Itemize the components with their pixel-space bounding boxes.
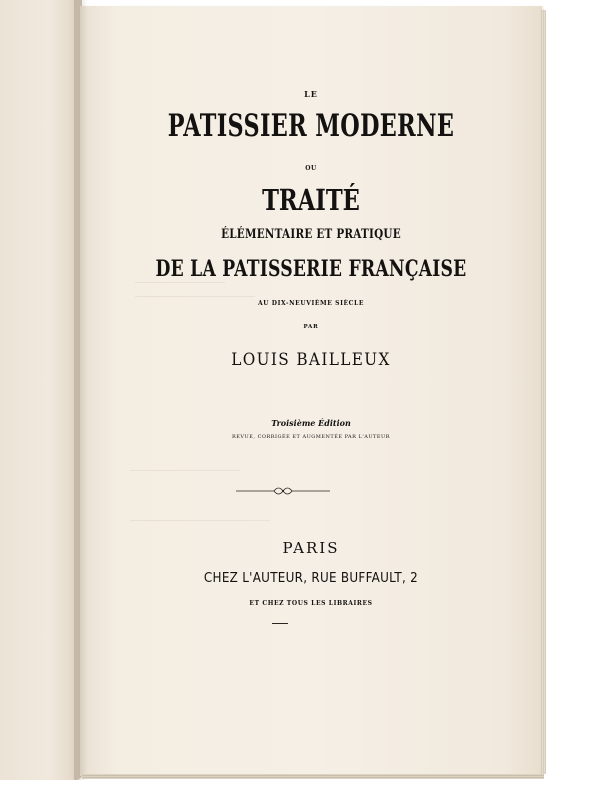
imprint-distribution: ET CHEZ TOUS LES LIBRAIRES — [249, 600, 373, 607]
by-line: PAR — [303, 324, 319, 330]
show-through-line — [135, 282, 225, 283]
period-line: AU DIX-NEUVIÈME SIÈCLE — [257, 300, 365, 307]
imprint-city: PARIS — [282, 539, 340, 557]
title-conjunction: OU — [305, 165, 317, 172]
show-through-line — [135, 296, 255, 297]
show-through-line — [130, 520, 270, 521]
page-edge-bottom — [82, 774, 544, 779]
subtitle: TRAITÉ — [262, 183, 360, 217]
author-name: LOUIS BAILLEUX — [231, 350, 391, 370]
subtitle-line-3: DE LA PATISSERIE FRANÇAISE — [155, 256, 467, 282]
edition-label: Troisième Édition — [271, 418, 351, 428]
title-article: LE — [304, 89, 318, 99]
show-through-line — [130, 470, 240, 471]
subtitle-line-2: ÉLÉMENTAIRE ET PRATIQUE — [221, 227, 401, 242]
edition-note: REVUE, CORRIGÉE ET AUGMENTÉE PAR L'AUTEUR — [232, 434, 390, 440]
imprint-publisher: CHEZ L'AUTEUR, RUE BUFFAULT, 2 — [203, 571, 419, 586]
closing-rule — [272, 623, 288, 624]
book-gutter — [74, 0, 88, 780]
ornament-rule-icon — [236, 486, 330, 496]
main-title: PATISSIER MODERNE — [167, 108, 455, 144]
page-edge-right — [540, 10, 546, 774]
left-page — [0, 0, 82, 780]
